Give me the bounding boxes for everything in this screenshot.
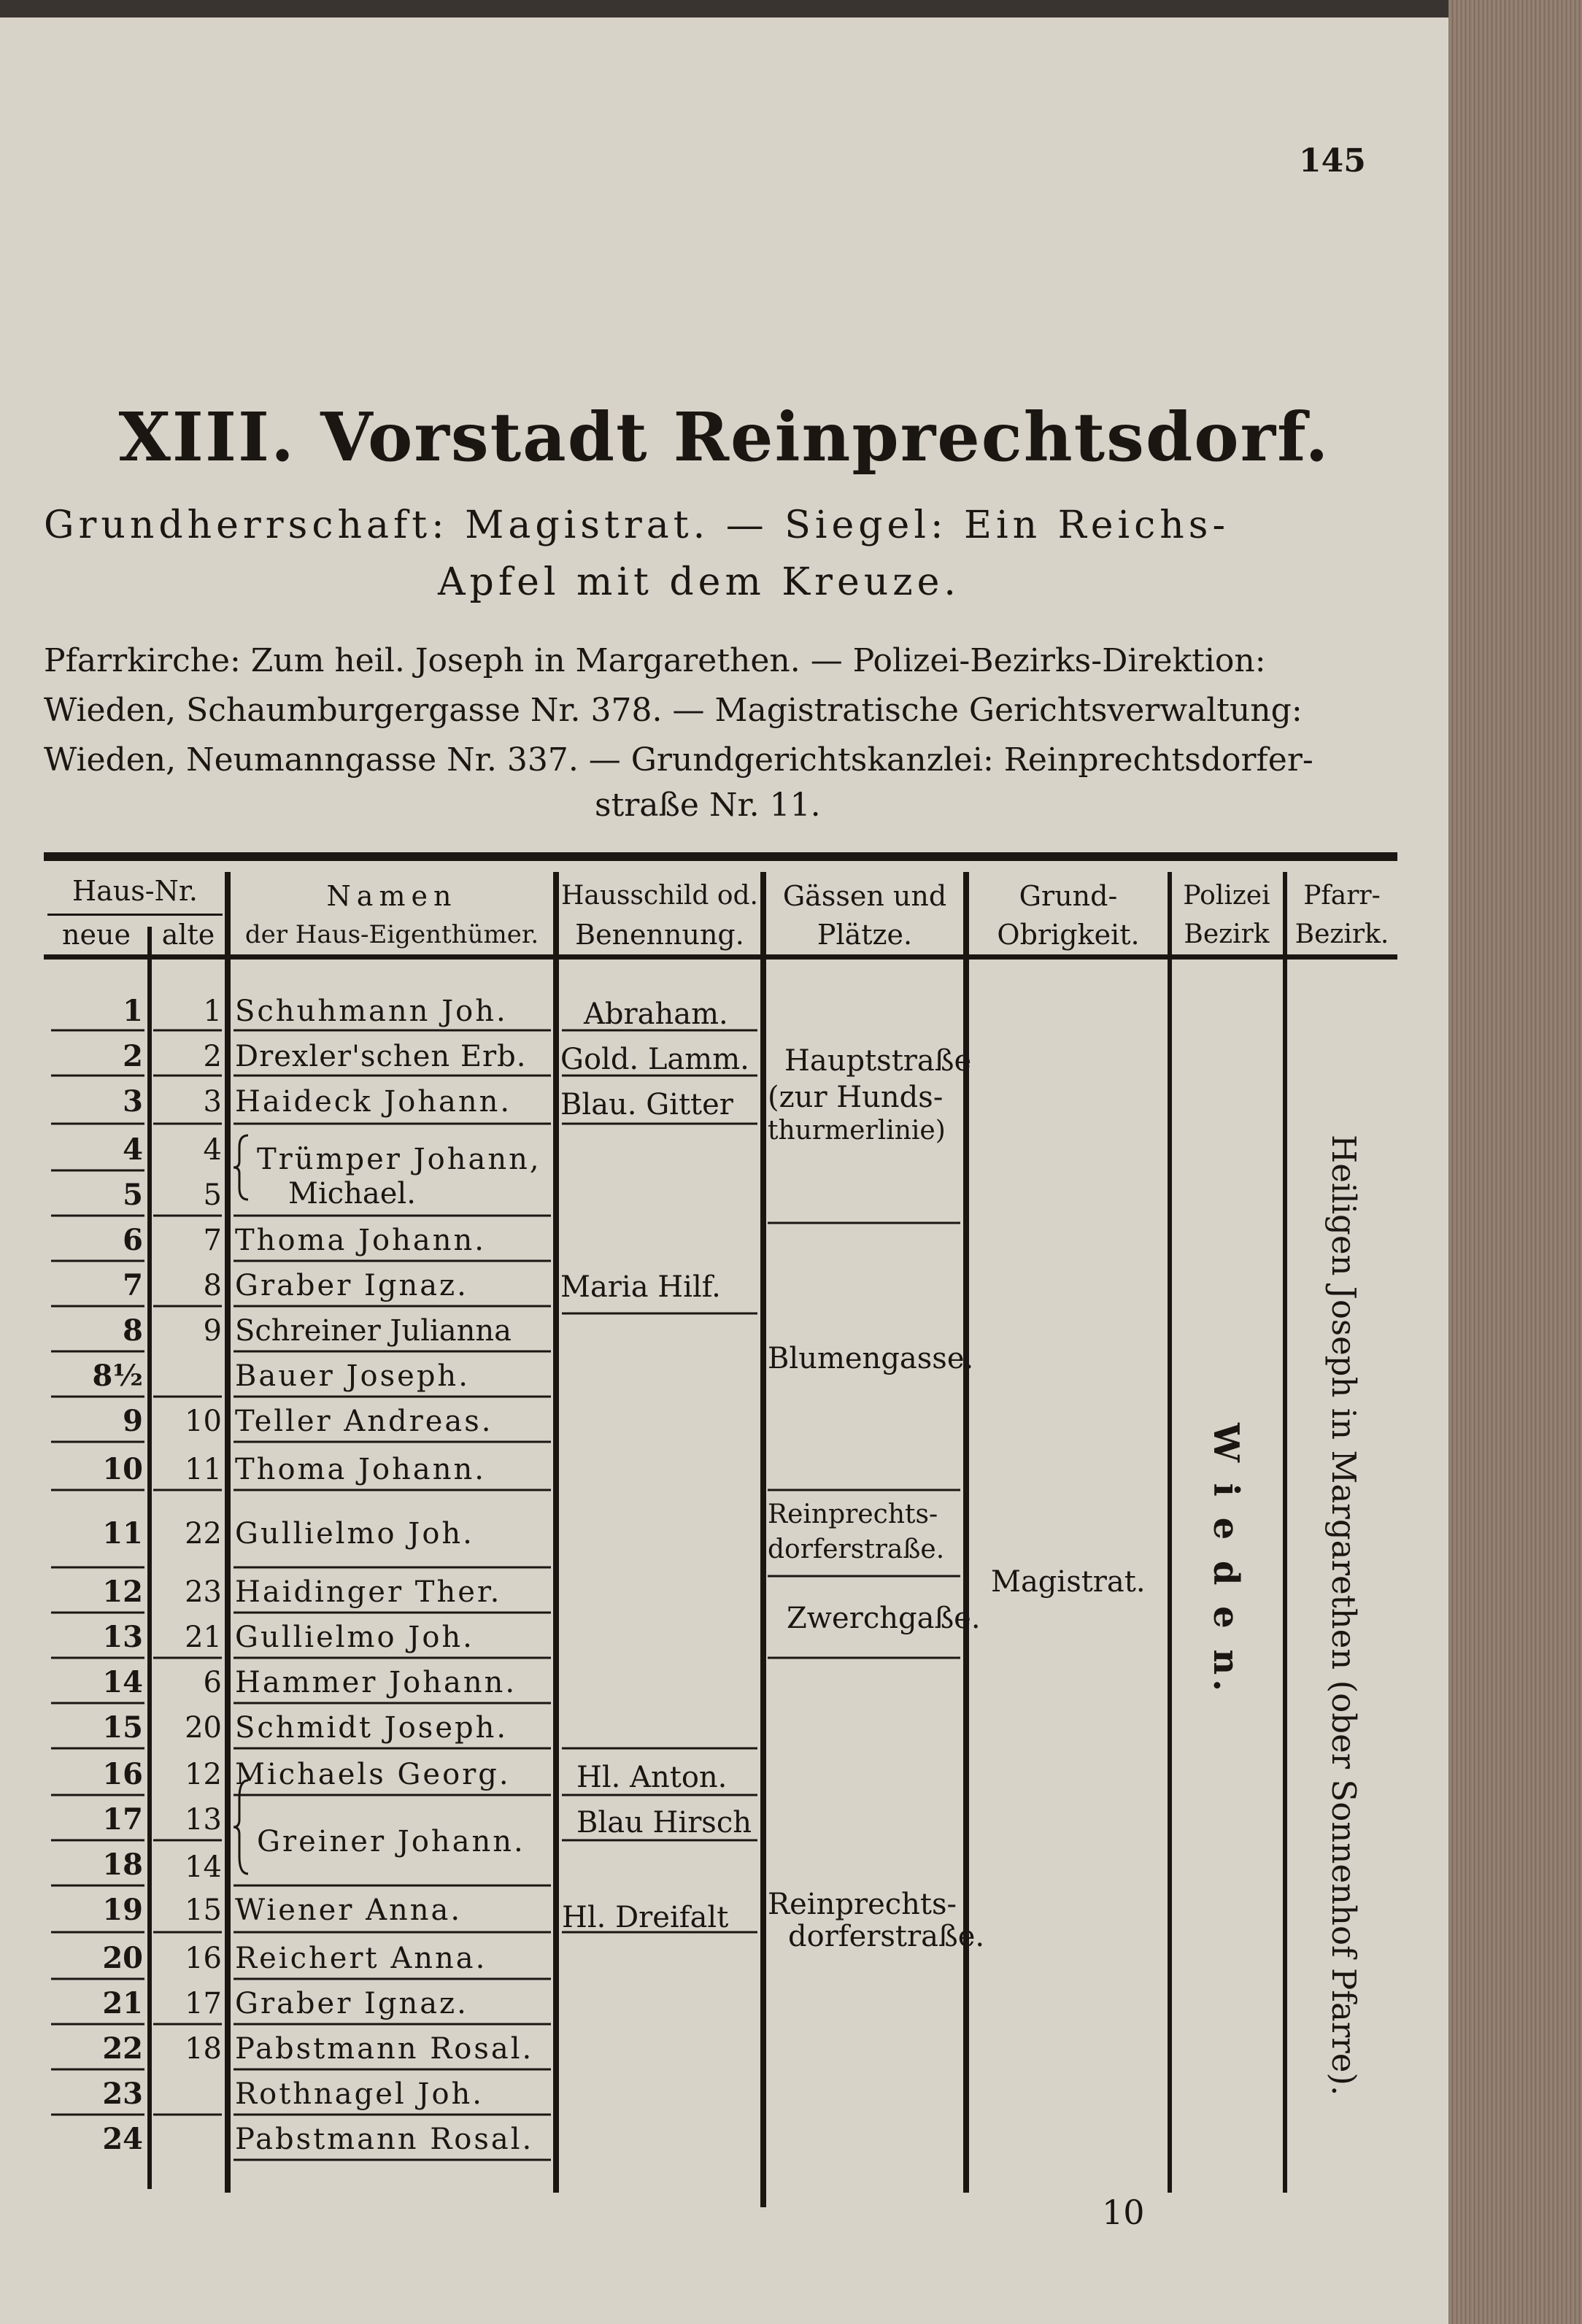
owner-name: Trümper Johann, — [257, 1143, 541, 1176]
neue-nr: 10 — [102, 1452, 143, 1486]
pfarr-bezirk-vertical: Heiligen Joseph in Margarethen (ober Sonnenhof Pfarre). — [1324, 1135, 1363, 2096]
alte-nr: 12 — [185, 1758, 222, 1791]
alte-nr: 11 — [185, 1453, 222, 1486]
header-haus-nr: Haus-Nr. — [72, 875, 198, 907]
alte-nr: 1 — [203, 995, 222, 1028]
header-pfarr: Pfarr- — [1303, 881, 1381, 911]
neue-nr: 13 — [102, 1620, 143, 1654]
owner-name: Thoma Johann. — [235, 1453, 486, 1486]
schild-gold-lamm: Gold. Lamm. — [560, 1043, 749, 1076]
neue-nr: 5 — [123, 1178, 143, 1212]
alte-nr: 7 — [203, 1224, 222, 1257]
header-polizei-bezirk: Bezirk — [1184, 919, 1270, 949]
neue-nr: 17 — [102, 1802, 143, 1837]
alte-nr: 13 — [185, 1803, 222, 1837]
neue-nr: 20 — [102, 1941, 143, 1975]
neue-nr: 8 — [123, 1313, 143, 1348]
neue-nr: 19 — [102, 1893, 143, 1927]
owner-name-greiner: Greiner Johann. — [257, 1825, 525, 1858]
neue-nr: 16 — [102, 1757, 143, 1791]
book-page-edge — [1448, 0, 1582, 2324]
page-title: XIII. Vorstadt Reinprechtsdorf. — [118, 398, 1330, 476]
intro-line-4: straße Nr. 11. — [595, 787, 821, 824]
owner-name: Drexler'schen Erb. — [235, 1040, 527, 1073]
schild-hl-dreifalt: Hl. Dreifalt — [562, 1901, 729, 1934]
alte-nr: 2 — [203, 1040, 222, 1073]
owner-name: Thoma Johann. — [235, 1224, 486, 1257]
owner-name: Teller Andreas. — [235, 1405, 493, 1438]
neue-nr: 9 — [123, 1404, 143, 1438]
owner-name: Pabstmann Rosal. — [235, 2123, 534, 2156]
alte-nr: 4 — [203, 1133, 222, 1167]
owner-name: Schmidt Joseph. — [235, 1711, 509, 1745]
signature-number: 10 — [1102, 2193, 1145, 2232]
owner-name: Michael. — [288, 1177, 416, 1211]
owner-name: Bauer Joseph. — [235, 1359, 470, 1393]
neue-nr: 24 — [102, 2122, 143, 2156]
page-number: 145 — [1299, 142, 1366, 179]
gasse-zwerch: Zwerchgaße. — [787, 1602, 981, 1635]
neue-nr: 14 — [102, 1665, 143, 1699]
owner-name: Gullielmo Joh. — [235, 1621, 474, 1654]
header-alte: alte — [161, 919, 215, 951]
header-benennung: Benennung. — [575, 919, 744, 951]
schild-abraham: Abraham. — [584, 997, 728, 1031]
schild-blau-hirsch: Blau Hirsch — [576, 1806, 752, 1839]
alte-nr: 14 — [185, 1850, 222, 1884]
gasse-rein-2a: Reinprechts- — [768, 1888, 957, 1921]
intro-line-1: Pfarrkirche: Zum heil. Joseph in Margarethen. — Polizei-Bezirks-Direktion: — [44, 642, 1266, 679]
header-gassen: Gässen und — [782, 880, 947, 912]
alte-nr: 20 — [185, 1711, 222, 1745]
alte-nr: 10 — [185, 1405, 222, 1438]
owner-name: Haideck Johann. — [235, 1085, 512, 1119]
header-pfarr-bezirk: Bezirk. — [1294, 919, 1389, 949]
intro-line-2: Wieden, Schaumburgergasse Nr. 378. — Magistratische Gerichtsverwaltung: — [44, 692, 1303, 729]
neue-nr: 1 — [123, 994, 143, 1028]
owner-name: Graber Ignaz. — [235, 1269, 468, 1302]
polizei-bezirk-vertical: W i e d e n. — [1205, 1423, 1246, 1696]
owner-name: Reichert Anna. — [235, 1942, 487, 1975]
alte-nr: 22 — [185, 1517, 222, 1551]
neue-nr: 23 — [102, 2077, 143, 2111]
schild-maria-hilf: Maria Hilf. — [560, 1270, 721, 1304]
header-obrigkeit: Obrigkeit. — [997, 919, 1140, 951]
owner-name: Michaels Georg. — [235, 1758, 511, 1791]
schild-hl-anton: Hl. Anton. — [576, 1761, 728, 1794]
neue-nr: 7 — [123, 1268, 143, 1302]
alte-nr: 8 — [203, 1269, 222, 1302]
header-namen: Namen — [326, 880, 458, 912]
alte-nr: 18 — [185, 2032, 222, 2066]
neue-nr: 4 — [123, 1132, 143, 1167]
owner-name: Haidinger Ther. — [235, 1575, 502, 1609]
owner-name: Hammer Johann. — [235, 1666, 517, 1699]
header-hausschild: Hausschild od. — [560, 881, 759, 911]
grund-obrigkeit: Magistrat. — [991, 1565, 1146, 1599]
alte-nr: 3 — [203, 1085, 222, 1119]
neue-nr: 2 — [123, 1039, 143, 1073]
gasse-rein-2b: dorferstraße. — [788, 1920, 985, 1953]
header-plaetze: Plätze. — [817, 919, 913, 951]
gasse-blumen: Blumengasse. — [768, 1342, 974, 1375]
neue-nr: 6 — [123, 1223, 143, 1257]
alte-nr: 6 — [203, 1666, 222, 1699]
neue-nr: 8½ — [92, 1359, 143, 1393]
neue-nr: 22 — [102, 2031, 143, 2066]
alte-nr: 16 — [185, 1942, 222, 1975]
neue-nr: 11 — [102, 1516, 143, 1551]
gasse-haupt-3: thurmerlinie) — [768, 1116, 946, 1146]
gasse-rein-1b: dorferstraße. — [768, 1534, 945, 1564]
header-grund: Grund- — [1019, 880, 1118, 912]
schild-blau-gitter: Blau. Gitter — [560, 1088, 733, 1122]
gasse-haupt-2: (zur Hunds- — [768, 1081, 944, 1114]
intro-line-3: Wieden, Neumanngasse Nr. 337. — Grundgerichtskanzlei: Reinprechtsdorfer- — [44, 741, 1313, 779]
owner-name: Schreiner Julianna — [235, 1314, 512, 1348]
neue-nr: 18 — [102, 1848, 143, 1882]
owner-name: Wiener Anna. — [235, 1893, 463, 1927]
gasse-haupt-1: Hauptstraße — [784, 1044, 972, 1078]
alte-nr: 15 — [185, 1893, 222, 1927]
header-polizei: Polizei — [1183, 881, 1270, 911]
alte-nr: 5 — [203, 1178, 222, 1212]
header-neue: neue — [62, 919, 131, 951]
neue-nr: 3 — [123, 1084, 143, 1119]
gasse-rein-1a: Reinprechts- — [768, 1499, 938, 1529]
owner-name: Graber Ignaz. — [235, 1987, 468, 2020]
neue-nr: 12 — [102, 1575, 143, 1609]
owner-name: Schuhmann Joh. — [235, 995, 508, 1028]
subtitle-line-1: Grundherrschaft: Magistrat. — Siegel: Ein Reichs- — [44, 503, 1230, 547]
alte-nr: 9 — [203, 1314, 222, 1348]
alte-nr: 21 — [185, 1621, 222, 1654]
owner-name: Gullielmo Joh. — [235, 1517, 474, 1551]
subtitle-line-2: Apfel mit dem Kreuze. — [438, 560, 960, 604]
header-eigenthuemer: der Haus-Eigenthümer. — [244, 920, 539, 949]
alte-nr: 23 — [185, 1575, 222, 1609]
alte-nr: 17 — [185, 1987, 222, 2020]
owner-name: Pabstmann Rosal. — [235, 2032, 534, 2066]
neue-nr: 21 — [102, 1986, 143, 2020]
neue-nr: 15 — [102, 1710, 143, 1745]
owner-name: Rothnagel Joh. — [235, 2077, 485, 2111]
